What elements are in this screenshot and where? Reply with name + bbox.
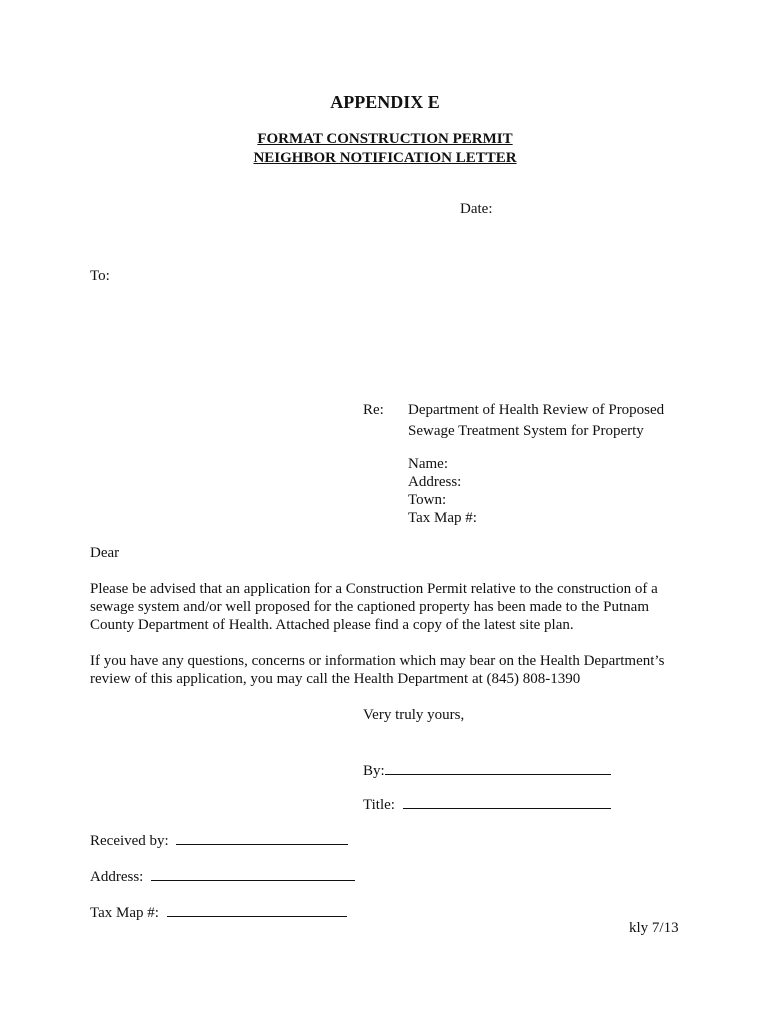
property-tax-map-label: Tax Map #: — [408, 510, 477, 526]
receipt-tax-map-label: Tax Map #: — [90, 905, 163, 921]
re-subject-line-1: Department of Health Review of Proposed — [408, 402, 665, 418]
subtitle-line-1: FORMAT CONSTRUCTION PERMIT — [257, 131, 513, 147]
paragraph-contact-info: If you have any questions, concerns or information which may bear on the Health Department’s review of this application, you may call the Health Department at (845) 808-1390 — [90, 653, 665, 687]
by-label: By: — [363, 763, 385, 779]
received-by-label: Received by: — [90, 833, 173, 849]
document-version-code: kly 7/13 — [629, 920, 679, 936]
receipt-address-label: Address: — [90, 869, 148, 885]
title-field[interactable] — [403, 794, 611, 809]
receipt-tax-map-field[interactable] — [167, 902, 347, 917]
received-by-line — [90, 830, 348, 850]
title-line — [363, 794, 611, 814]
re-label: Re: — [363, 402, 384, 418]
received-by-field[interactable] — [176, 830, 348, 845]
receipt-address-line — [90, 866, 355, 886]
by-signature-field[interactable] — [385, 760, 611, 775]
to-label: To: — [90, 268, 110, 284]
re-subject-line-2: Sewage Treatment System for Property — [408, 423, 644, 439]
property-fields — [408, 455, 477, 527]
subtitle-line-2: NEIGHBOR NOTIFICATION LETTER — [253, 150, 517, 166]
salutation: Dear — [90, 545, 120, 561]
property-town-label: Town: — [408, 492, 447, 508]
re-subject — [408, 401, 664, 440]
by-line — [363, 760, 611, 780]
page-title: APPENDIX E — [330, 92, 440, 112]
title-label: Title: — [363, 797, 399, 813]
receipt-tax-map-line — [90, 902, 347, 922]
property-address-label: Address: — [408, 474, 462, 490]
receipt-address-field[interactable] — [151, 866, 355, 881]
date-label: Date: — [460, 201, 493, 217]
property-name-label: Name: — [408, 456, 448, 472]
closing: Very truly yours, — [363, 707, 465, 723]
paragraph-application-notice: Please be advised that an application for a Construction Permit relative to the construction of a sewage system and/or well proposed for the captioned property has been made to the Putnam County Department of Health. Attached please find a copy of the latest site plan. — [90, 581, 658, 633]
